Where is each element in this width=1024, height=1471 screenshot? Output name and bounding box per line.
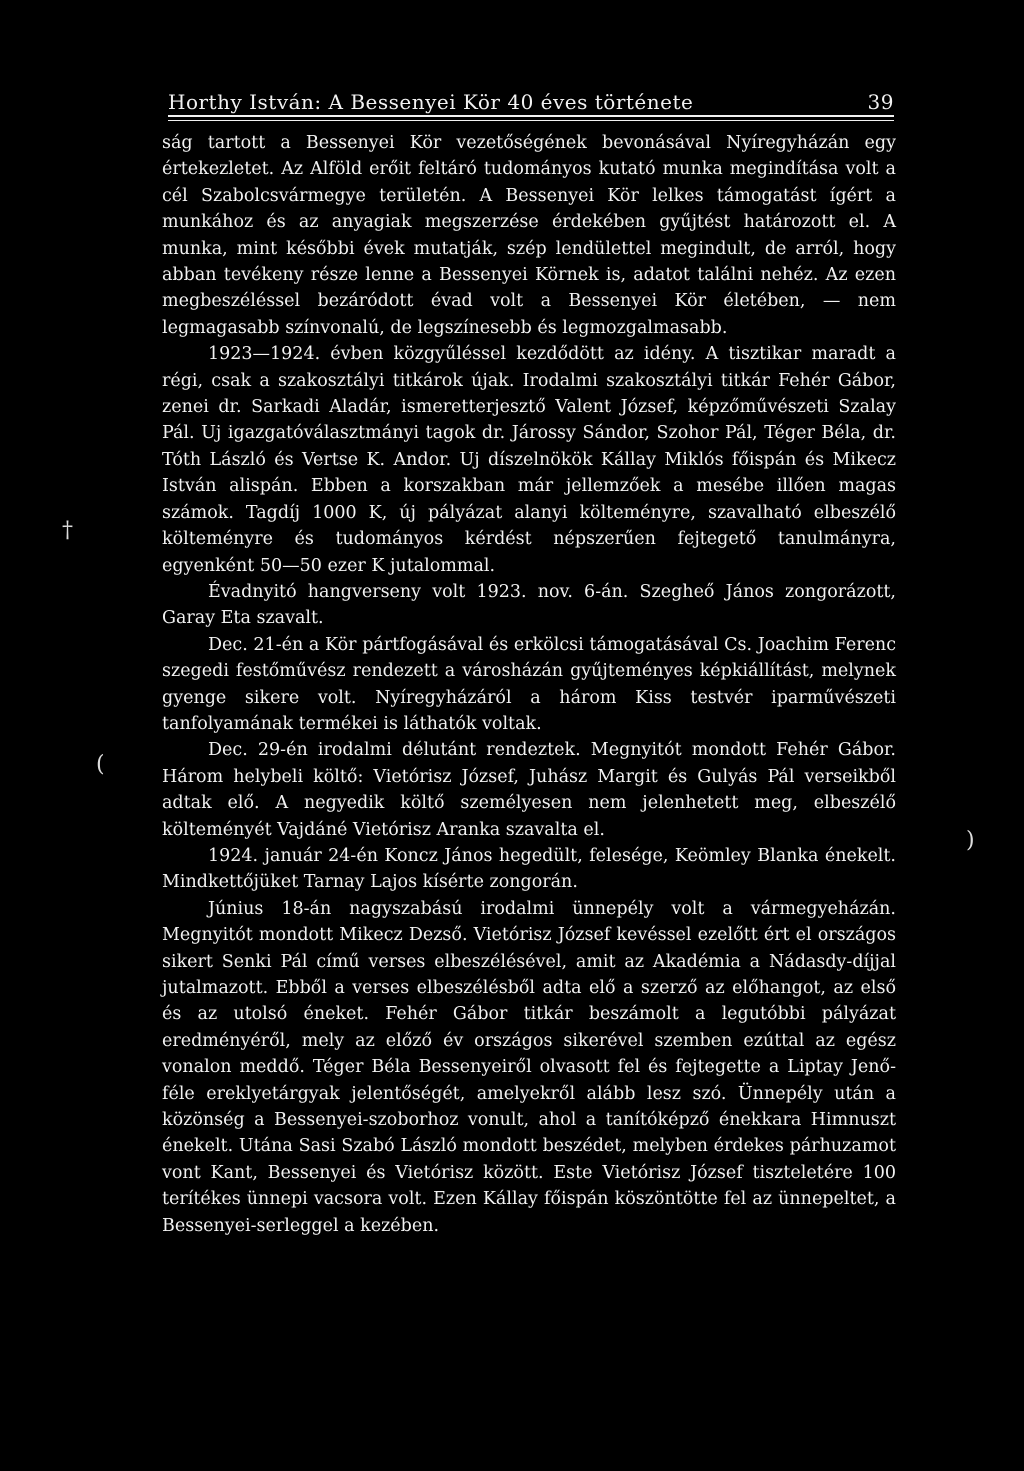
page-header [168,90,894,120]
margin-mark: † [62,518,73,543]
header-rule [168,115,894,117]
running-title: Horthy István: A Bessenyei Kör 40 éves története [168,90,694,114]
margin-mark: ( [96,752,105,777]
paragraph: Június 18-án nagyszabású irodalmi ünnepély volt a vármegyeházán. Megnyitót mondott Mikecz Dezső. Vietórisz József kevéssel ezelőtt ért el országos sikert Senki Pál című verses elbeszélésével, amit az Akadémia a Nádasdy-díjjal jutalmazott. Ebből a verses elbeszélésből adta elő a szerző az előhangot, az első és az utolsó éneket. Fehér Gábor titkár beszámolt a legutóbbi pályázat eredményéről, mely az előző év országos sikerével szemben ezúttal az egész vonalon meddő. Téger Béla Bessenyeiről olvasott fel és fejtegette a Liptay Jenő-féle ereklyetárgyak jelentőségét, amelyekről alább lesz szó. Ünnepély után a közönség a Bessenyei-szoborhoz vonult, ahol a tanítóképző énekkara Himnuszt énekelt. Utána Sasi Szabó László mondott beszédet, melyben érdekes párhuzamot vont Kant, Bessenyei és Vietórisz között. Este Vietórisz József tiszteletére 100 terítékes ünnepi vacsora volt. Ezen Kállay főispán köszöntötte fel az ünnepeltet, a Bessenyei-serleggel a kezében. [162,898,896,1236]
header-rule-thin [168,120,894,121]
page-body [162,130,896,1360]
paragraph: Dec. 21-én a Kör pártfogásával és erkölcsi támogatásával Cs. Joachim Ferenc szegedi festőművész rendezett a városházán gyűjteményes képkiállítást, melynek gyenge sikere volt. Nyíregyházáról a három Kiss testvér iparművészeti tanfolyamának termékei is láthatók voltak. [162,634,896,734]
paragraph: ság tartott a Bessenyei Kör vezetőségének bevonásával Nyíregyházán egy értekezletet. Az Alföld erőit feltáró tudományos kutató munka megindítása volt a cél Szabolcsvármegye területén. A Bessenyei Kör lelkes támogatást ígért a munkához és az anyagiak megszerzése érdekében gyűjtést határozott el. A munka, mint későbbi évek mutatják, szép lendülettel megindult, de arról, hogy abban tevékeny része lenne a Bessenyei Körnek is, adatot találni nehéz. Az ezen megbeszéléssel bezáródott évad volt a Bessenyei Kör életében, — nem legmagasabb színvonalú, de legszínesebb és legmozgalmasabb. [162,133,896,338]
paragraph: 1923—1924. évben közgyűléssel kezdődött az idény. A tisztikar maradt a régi, csak a szakosztályi titkárok újak. Irodalmi szakosztályi titkár Fehér Gábor, zenei dr. Sarkadi Aladár, ismeretterjesztő Valent József, képzőművészeti Szalay Pál. Uj igazgatóválasztmányi tagok dr. Járossy Sándor, Szohor Pál, Téger Béla, dr. Tóth László és Vertse K. Andor. Uj díszelnökök Kállay Miklós főispán és Mikecz István alispán. Ebben a korszakban már jellemzőek a mesébe illően magas számok. Tagdíj 1000 K, új pályázat alanyi költeményre, szavalható elbeszélő költeményre és tudományos kérdést népszerűen fejtegető tanulmányra, egyenként 50—50 ezer K jutalommal. [162,344,896,576]
paragraph: 1924. január 24-én Koncz János hegedült, felesége, Keömley Blanka énekelt. Mindkettőjüket Tarnay Lajos kísérte zongorán. [162,845,896,893]
page-number: 39 [867,90,894,114]
margin-mark: ) [966,828,975,853]
paragraph: Évadnyitó hangverseny volt 1923. nov. 6-án. Szegheő János zongorázott, Garay Eta szavalt. [162,581,896,629]
paragraph: Dec. 29-én irodalmi délutánt rendeztek. Megnyitót mondott Fehér Gábor. Három helybeli költő: Vietórisz József, Juhász Margit és Gulyás Pál verseikből adtak elő. A negyedik költő személyesen nem jelenhetett meg, elbeszélő költeményét Vajdáné Vietórisz Aranka szavalta el. [162,740,896,840]
